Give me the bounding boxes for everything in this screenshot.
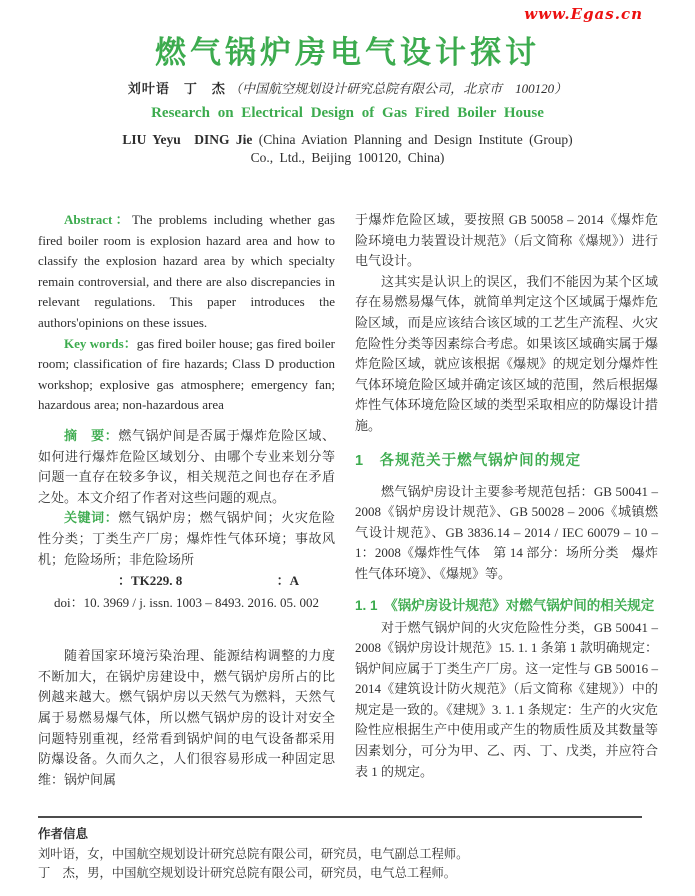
clc-number: ：TK229. 8 — [118, 573, 183, 589]
authors-cn-line — [0, 78, 695, 97]
paper-title-cn: 燃气锅炉房电气设计探讨 — [155, 35, 540, 70]
classification-line — [38, 571, 335, 592]
author-info-footer — [38, 816, 642, 884]
keywords-cn-paragraph — [38, 508, 335, 570]
site-watermark: www.Egas.cn — [524, 5, 643, 23]
section-1-1-paragraph: 对于燃气锅炉间的火灾危险性分类，GB 50041 – 2008《锅炉房设计规范》15. 1. 1 条第 1 款明确规定：锅炉间应属于丁类生产厂房。这一定性与 GB 50016 – 2014《建筑设计防火规范》（后文简称《建规》）中的规定是一致的。《建规》3. 1. 1 条规定：生产的火灾危险性应根据生产中使用或产生的物质性质及其数量等因素划分，可分为甲、乙、丙、丁、戊类，并应符合表 1 的规定。 — [355, 619, 658, 779]
section-1-heading: 1 各规范关于燃气锅炉间的规定 — [355, 452, 582, 469]
abstract-en-label: Abstract： — [64, 212, 132, 227]
two-column-body — [38, 210, 658, 790]
doi-value: 10. 3969 / j. issn. 1003 – 8493. 2016. 05. 002 — [83, 594, 320, 610]
right-column — [355, 210, 658, 790]
doi-label: doi： — [53, 594, 84, 610]
author-info-line-1: 刘叶语，女，中国航空规划设计研究总院有限公司，研究员，电气副总工程师。 — [38, 846, 469, 861]
paper-title-en: Research on Electrical Design of Gas Fired Boiler House — [151, 105, 544, 121]
keywords-en-text: gas fired boiler house; gas fired boiler room; classification of fire hazards; Class D production workshop; explosive gas atmosphere; emergency fan; hazardous area; non-hazardous area — [38, 335, 335, 413]
author-names-cn: 刘叶语 丁 杰 — [127, 81, 226, 96]
abstract-cn-text: 燃气锅炉间是否属于爆炸危险区域、如何进行爆炸危险区域划分、由哪个专业来划分等问题一直存在较多争议，相关规范之间也存在矛盾之处。本文介绍了作者对这些问题的观点。 — [38, 427, 335, 505]
keywords-cn-label: 关键词： — [64, 510, 119, 526]
keywords-en-label: Key words： — [64, 335, 137, 351]
affiliation-cn: （中国航空规划设计研究总院有限公司，北京市 100120） — [229, 81, 568, 96]
left-column — [38, 210, 335, 790]
affiliation-en-part2: Co., Ltd., Beijing 100120, China) — [250, 150, 445, 165]
document-code: ：A — [276, 573, 299, 589]
abstract-cn-label: 摘 要： — [64, 427, 119, 443]
abstract-cn-paragraph — [38, 426, 335, 508]
abstract-en-paragraph — [38, 210, 335, 334]
author-info-heading: 作者信息 — [38, 827, 89, 841]
intro-paragraph: 随着国家环境污染治理、能源结构调整的力度不断加大，在锅炉房建设中，燃气锅炉房所占的比例越来越大。燃气锅炉房以天然气为燃料，天然气属于易燃易爆气体，所以燃气锅炉房的设计对安全问题特别重视，经常看到锅炉间的电气设备都采用防爆设备。久而久之，人们很容易形成一种固定思维：锅炉间属 — [38, 648, 335, 787]
affiliation-en-part1: (China Aviation Planning and Design Institute (Group) — [258, 132, 573, 147]
keywords-en-paragraph — [38, 334, 335, 416]
authors-en-line — [0, 128, 695, 148]
section-1-1-heading: 1. 1 《锅炉房设计规范》对燃气锅炉间的相关规定 — [355, 597, 655, 613]
body-paragraph-continuation: 于爆炸危险区域，要按照 GB 50058 – 2014《爆炸危险环境电力装置设计规范》（后文简称《爆规》）进行电气设计。 — [355, 212, 658, 269]
body-paragraph-2: 这其实是认识上的误区，我们不能因为某个区域存在易燃易爆气体，就简单判定这个区域属于爆炸危险区域，而是应该结合该区域的工艺生产流程、火灾危险性分类等因素综合考虑。如果该区域确实属于爆炸危险区域，就应该根据《爆规》的规定划分爆炸性气体环境危险区域并确定该区域的范围，然后根据爆炸性气体环境危险区域的类型采取相应的防爆设计措施。 — [355, 273, 658, 433]
section-1-paragraph: 燃气锅炉房设计主要参考规范包括：GB 50041 – 2008《锅炉房设计规范》、GB 50028 – 2006《城镇燃气设计规范》、GB 3836.14 – 2014 / IEC 60079 – 10 – 1：2008《爆炸性气体 第 14 部分：场所分类 爆炸性气体环境》、《爆规》等。 — [355, 483, 658, 581]
author-info-line-2: 丁 杰，男，中国航空规划设计研究总院有限公司，研究员，电气总工程师。 — [38, 866, 457, 880]
keywords-cn-text: 燃气锅炉房；燃气锅炉间；火灾危险性分类；丁类生产厂房；爆炸性气体环境；事故风机；危险场所；非危险场所 — [38, 510, 335, 567]
author-names-en: LIU Yeyu DING Jie — [122, 132, 253, 147]
abstract-en-text: The problems including whether gas fired boiler room is explosion hazard area and how to classify the explosion hazard area by which specialty remain controversial, and there are also discrepancies in relevant regulations. This paper introduces the authors'opinions on these issues. — [38, 212, 335, 330]
doi-line — [38, 593, 335, 614]
